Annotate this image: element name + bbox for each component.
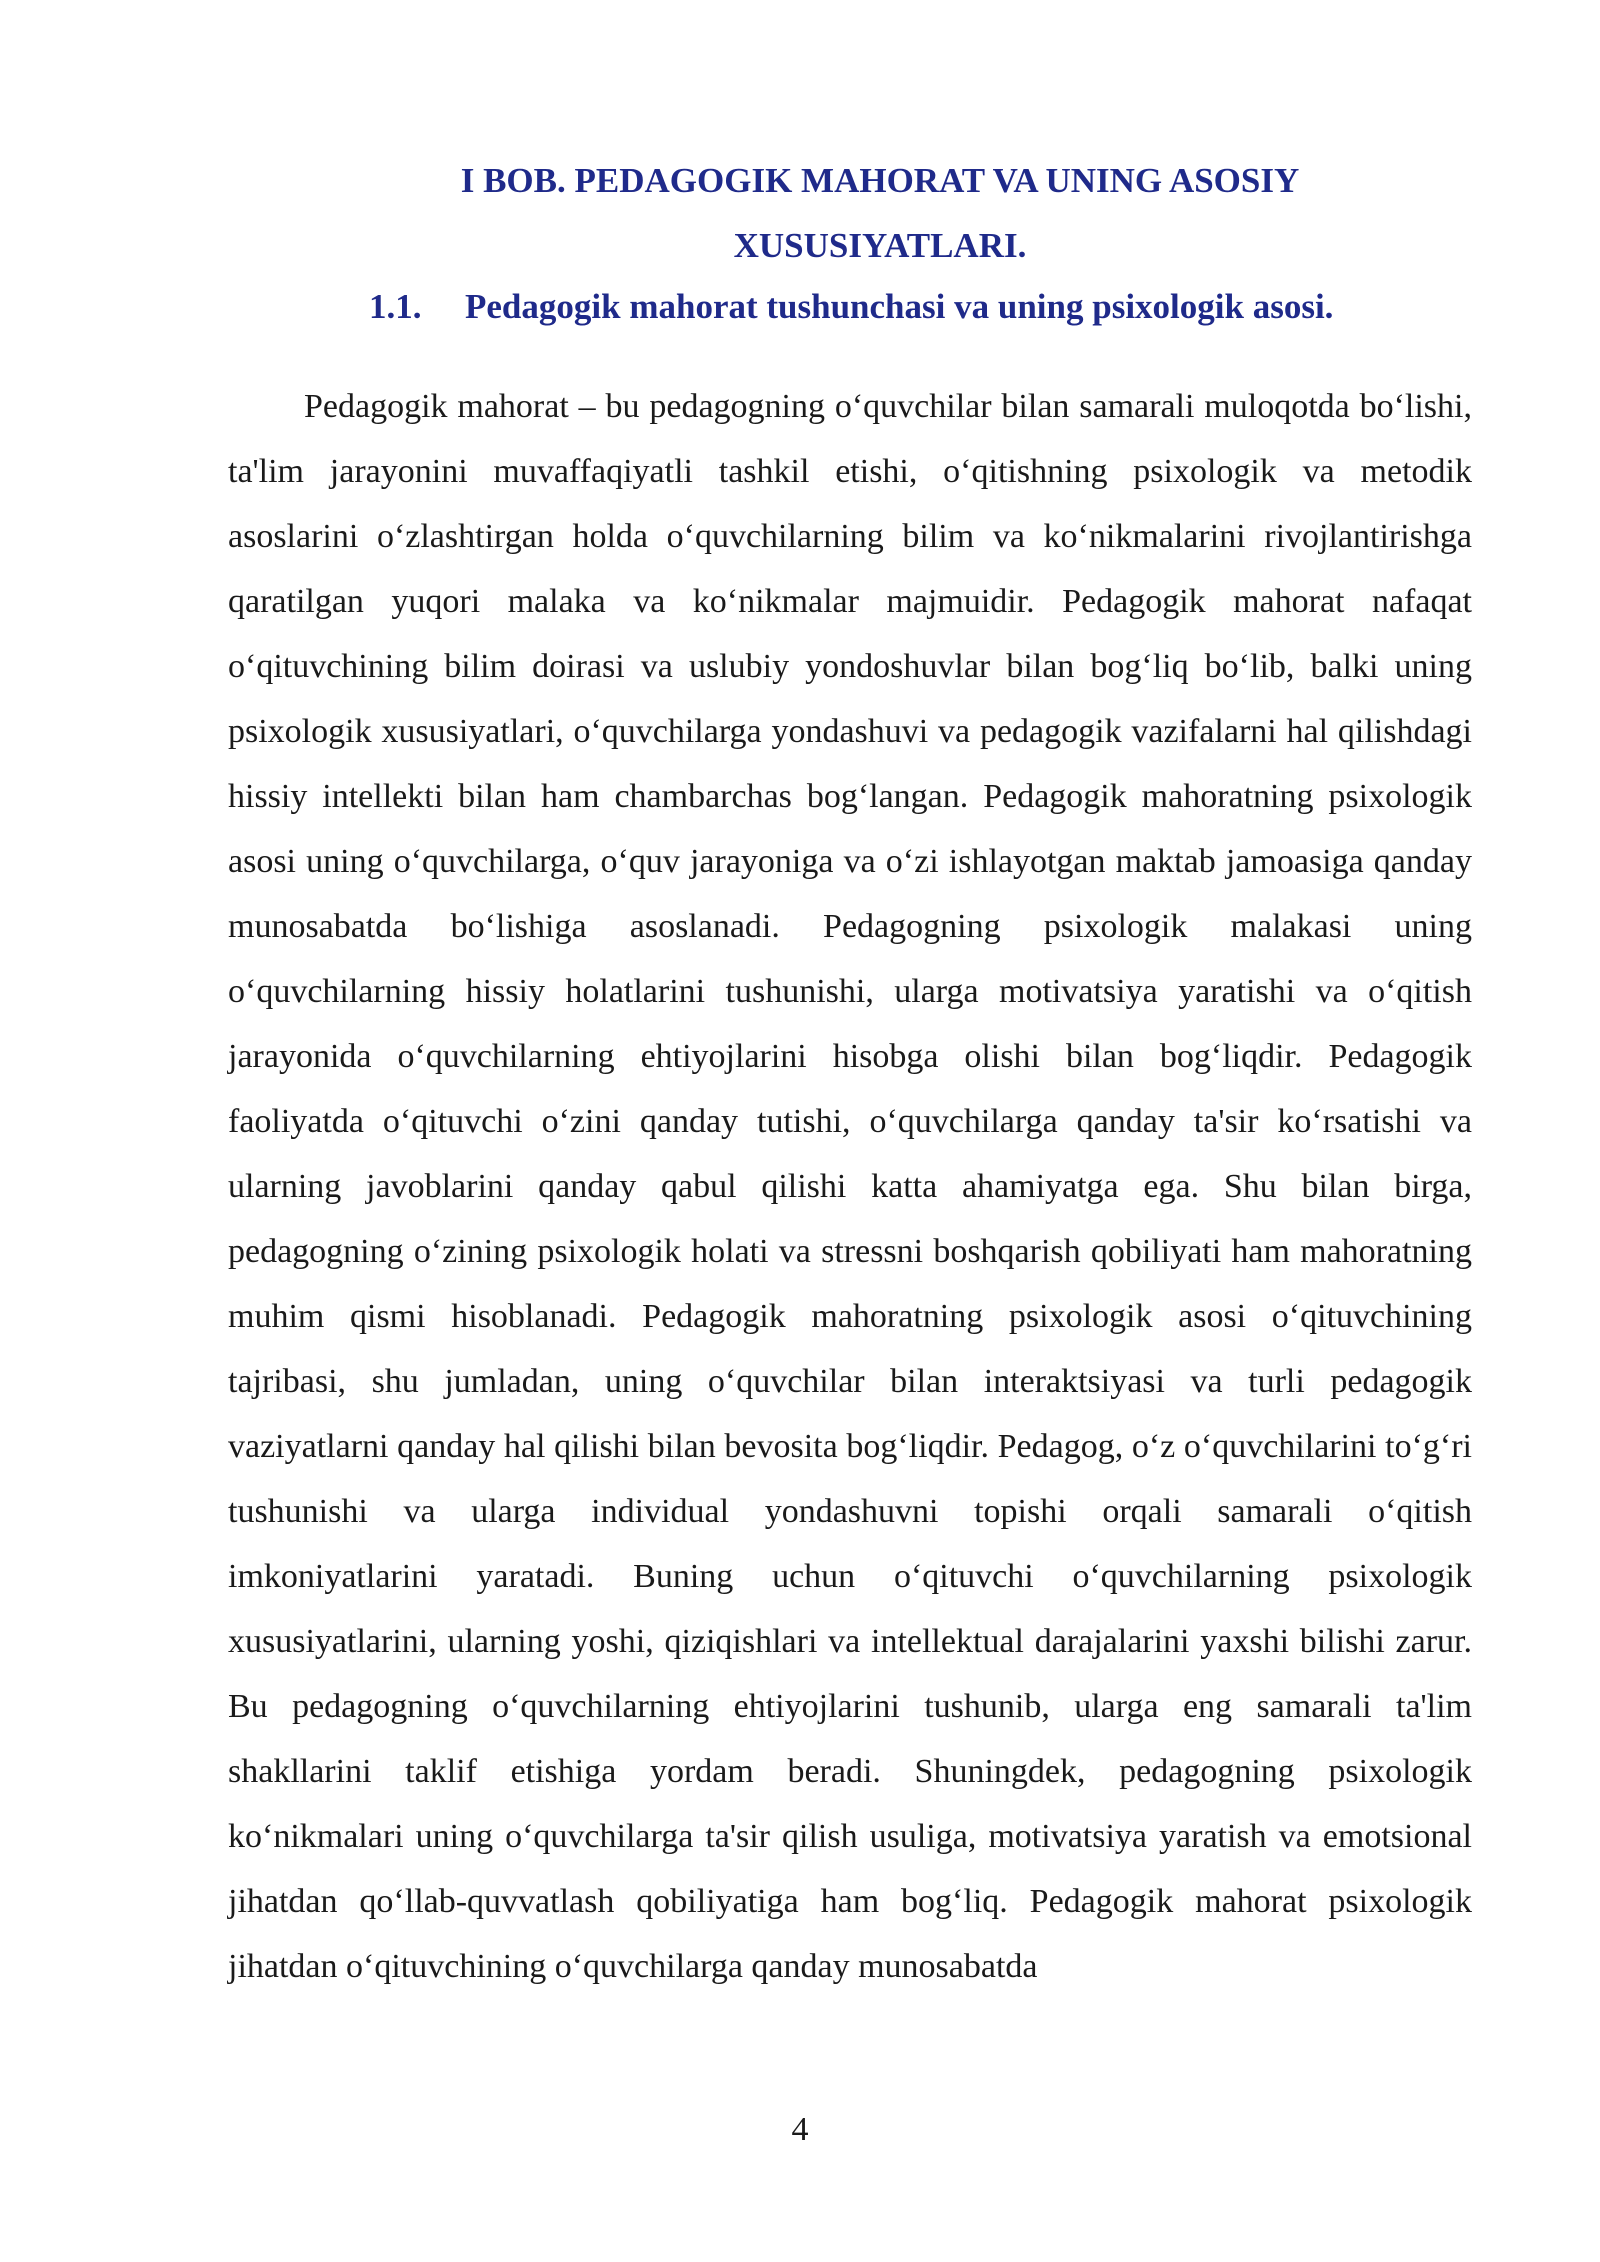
chapter-title	[340, 148, 1420, 278]
chapter-title-line-2: XUSUSIYATLARI.	[733, 226, 1027, 265]
section-number: 1.1.	[369, 287, 422, 326]
section-heading	[369, 274, 1333, 339]
page-number: 4	[791, 2111, 809, 2148]
body-paragraph: Pedagogik mahorat – bu pedagogning o‘quvchilar bilan samarali muloqotda bo‘lishi, ta'lim jarayonini muvaffaqiyatli tashkil etishi, o‘qitishning psixologik va metodik asoslarini o‘zlashtirgan holda o‘quvchilarning bilim va ko‘nikmalarini rivojlantirishga qaratilgan yuqori malaka va ko‘nikmalar majmuidir. Pedagogik mahorat nafaqat o‘qituvchining bilim doirasi va uslubiy yondoshuvlar bilan bog‘liq bo‘lib, balki uning psixologik xususiyatlari, o‘quvchilarga yondashuvi va pedagogik vazifalarni hal qilishdagi hissiy intellekti bilan ham chambarchas bog‘langan. Pedagogik mahoratning psixologik asosi uning o‘quvchilarga, o‘quv jarayoniga va o‘zi ishlayotgan maktab jamoasiga qanday munosabatda bo‘lishiga asoslanadi. Pedagogning psixologik malakasi uning o‘quvchilarning hissiy holatlarini tushunishi, ularga motivatsiya yaratishi va o‘qitish jarayonida o‘quvchilarning ehtiyojlarini hisobga olishi bilan bog‘liqdir. Pedagogik faoliyatda o‘qituvchi o‘zini qanday tutishi, o‘quvchilarga qanday ta'sir ko‘rsatishi va ularning javoblarini qanday qabul qilishi katta ahamiyatga ega. Shu bilan birga, pedagogning o‘zining psixologik holati va stressni boshqarish qobiliyati ham mahoratning muhim qismi hisoblanadi. Pedagogik mahoratning psixologik asosi o‘qituvchining tajribasi, shu jumladan, uning o‘quvchilar bilan interaktsiyasi va turli pedagogik vaziyatlarni qanday hal qilishi bilan bevosita bog‘liqdir. Pedagog, o‘z o‘quvchilarini to‘g‘ri tushunishi va ularga individual yondashuvni topishi orqali samarali o‘qitish imkoniyatlarini yaratadi. Buning uchun o‘qituvchi o‘quvchilarning psixologik xususiyatlarini, ularning yoshi, qiziqishlari va intellektual darajalarini yaxshi bilishi zarur. Bu pedagogning o‘quvchilarning ehtiyojlarini tushunib, ularga eng samarali ta'lim shakllarini taklif etishiga yordam beradi. Shuningdek, pedagogning psixologik ko‘nikmalari uning o‘quvchilarga ta'sir qilish usuliga, motivatsiya yaratish va emotsional jihatdan qo‘llab-quvvatlash qobiliyatiga ham bog‘liq. Pedagogik mahorat psixologik jihatdan o‘qituvchining o‘quvchilarga qanday munosabatda	[228, 388, 1472, 1985]
section-title: Pedagogik mahorat tushunchasi va uning psixologik asosi.	[465, 287, 1334, 326]
chapter-title-line-1: I BOB. PEDAGOGIK MAHORAT VA UNING ASOSIY	[460, 161, 1300, 200]
